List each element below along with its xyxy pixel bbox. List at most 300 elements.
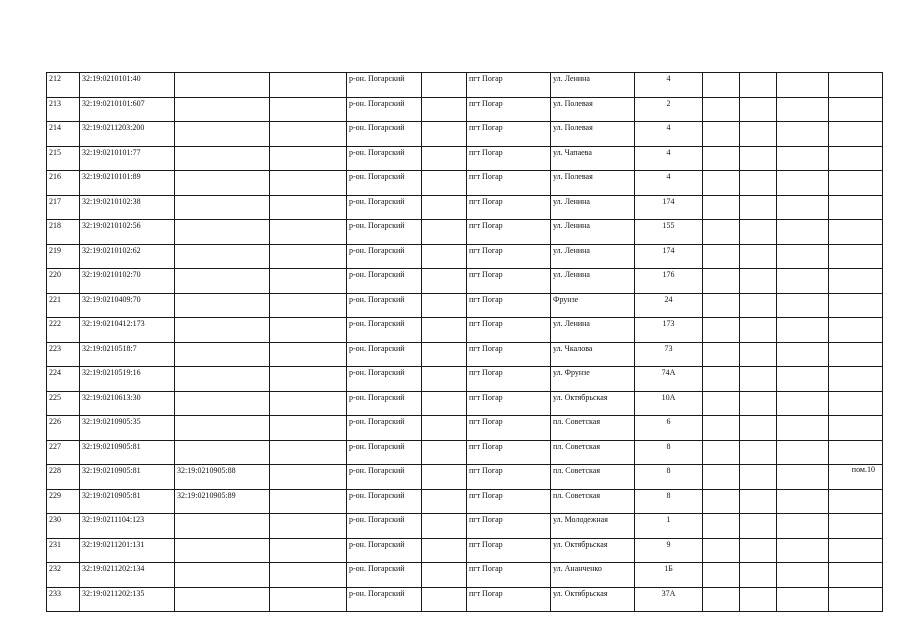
row-number-cell: 219 bbox=[47, 244, 80, 269]
street-cell: ул. Ленина bbox=[551, 73, 635, 98]
premises-note-cell bbox=[829, 367, 883, 392]
empty-cell bbox=[270, 146, 347, 171]
empty-cell bbox=[422, 97, 467, 122]
district-cell: р-он. Погарский bbox=[347, 171, 422, 196]
cadastral-number-cell: 32:19:0210102:62 bbox=[80, 244, 175, 269]
empty-cell bbox=[703, 220, 740, 245]
premises-note-cell bbox=[829, 514, 883, 539]
empty-cell bbox=[270, 538, 347, 563]
empty-cell bbox=[740, 146, 777, 171]
district-cell: р-он. Погарский bbox=[347, 122, 422, 147]
street-cell: ул. Ленина bbox=[551, 195, 635, 220]
house-number-cell: 73 bbox=[635, 342, 703, 367]
street-cell: пл. Советская bbox=[551, 465, 635, 490]
empty-cell bbox=[422, 416, 467, 441]
empty-cell bbox=[422, 342, 467, 367]
row-number-cell: 225 bbox=[47, 391, 80, 416]
row-number-cell: 222 bbox=[47, 318, 80, 343]
settlement-cell: пгт Погар bbox=[467, 269, 551, 294]
empty-cell bbox=[777, 514, 829, 539]
related-cadastral-number-cell bbox=[175, 367, 270, 392]
settlement-cell: пгт Погар bbox=[467, 489, 551, 514]
empty-cell bbox=[777, 97, 829, 122]
related-cadastral-number-cell bbox=[175, 538, 270, 563]
settlement-cell: пгт Погар bbox=[467, 391, 551, 416]
settlement-cell: пгт Погар bbox=[467, 97, 551, 122]
empty-cell bbox=[703, 244, 740, 269]
settlement-cell: пгт Погар bbox=[467, 73, 551, 98]
row-number-cell: 220 bbox=[47, 269, 80, 294]
house-number-cell: 1 bbox=[635, 514, 703, 539]
related-cadastral-number-cell bbox=[175, 563, 270, 588]
premises-note-cell bbox=[829, 73, 883, 98]
settlement-cell: пгт Погар bbox=[467, 220, 551, 245]
row-number-cell: 227 bbox=[47, 440, 80, 465]
empty-cell bbox=[422, 440, 467, 465]
district-cell: р-он. Погарский bbox=[347, 293, 422, 318]
district-cell: р-он. Погарский bbox=[347, 538, 422, 563]
cadastral-number-cell: 32:19:0210518:7 bbox=[80, 342, 175, 367]
empty-cell bbox=[740, 342, 777, 367]
premises-note-cell: пом.10 bbox=[829, 465, 883, 490]
empty-cell bbox=[422, 73, 467, 98]
house-number-cell: 2 bbox=[635, 97, 703, 122]
cadastral-number-cell: 32:19:0210412:173 bbox=[80, 318, 175, 343]
cadastral-number-cell: 32:19:0210905:81 bbox=[80, 465, 175, 490]
table-row bbox=[47, 73, 883, 98]
empty-cell bbox=[422, 489, 467, 514]
premises-note-cell bbox=[829, 489, 883, 514]
district-cell: р-он. Погарский bbox=[347, 440, 422, 465]
settlement-cell: пгт Погар bbox=[467, 367, 551, 392]
empty-cell bbox=[703, 342, 740, 367]
empty-cell bbox=[703, 440, 740, 465]
premises-note-cell bbox=[829, 220, 883, 245]
related-cadastral-number-cell bbox=[175, 342, 270, 367]
house-number-cell: 10А bbox=[635, 391, 703, 416]
cadastral-number-cell: 32:19:0210519:16 bbox=[80, 367, 175, 392]
house-number-cell: 6 bbox=[635, 416, 703, 441]
empty-cell bbox=[777, 391, 829, 416]
empty-cell bbox=[422, 244, 467, 269]
settlement-cell: пгт Погар bbox=[467, 342, 551, 367]
table-row bbox=[47, 538, 883, 563]
empty-cell bbox=[422, 538, 467, 563]
district-cell: р-он. Погарский bbox=[347, 244, 422, 269]
premises-note-cell bbox=[829, 416, 883, 441]
table-row bbox=[47, 440, 883, 465]
empty-cell bbox=[422, 293, 467, 318]
empty-cell bbox=[270, 244, 347, 269]
empty-cell bbox=[777, 146, 829, 171]
street-cell: ул. Ленина bbox=[551, 318, 635, 343]
empty-cell bbox=[777, 122, 829, 147]
house-number-cell: 173 bbox=[635, 318, 703, 343]
district-cell: р-он. Погарский bbox=[347, 391, 422, 416]
empty-cell bbox=[703, 489, 740, 514]
empty-cell bbox=[740, 293, 777, 318]
house-number-cell: 24 bbox=[635, 293, 703, 318]
premises-note-cell bbox=[829, 440, 883, 465]
empty-cell bbox=[422, 514, 467, 539]
table-row bbox=[47, 122, 883, 147]
street-cell: ул. Ленина bbox=[551, 269, 635, 294]
district-cell: р-он. Погарский bbox=[347, 342, 422, 367]
row-number-cell: 217 bbox=[47, 195, 80, 220]
row-number-cell: 212 bbox=[47, 73, 80, 98]
empty-cell bbox=[703, 318, 740, 343]
empty-cell bbox=[422, 146, 467, 171]
empty-cell bbox=[703, 269, 740, 294]
empty-cell bbox=[270, 220, 347, 245]
district-cell: р-он. Погарский bbox=[347, 489, 422, 514]
empty-cell bbox=[740, 440, 777, 465]
cadastral-number-cell: 32:19:0210905:81 bbox=[80, 489, 175, 514]
table-row bbox=[47, 416, 883, 441]
premises-note-cell bbox=[829, 122, 883, 147]
table-row bbox=[47, 269, 883, 294]
street-cell: Фрунзе bbox=[551, 293, 635, 318]
related-cadastral-number-cell bbox=[175, 220, 270, 245]
cadastral-number-cell: 32:19:0210905:81 bbox=[80, 440, 175, 465]
empty-cell bbox=[777, 342, 829, 367]
empty-cell bbox=[740, 97, 777, 122]
empty-cell bbox=[703, 465, 740, 490]
table-row bbox=[47, 195, 883, 220]
empty-cell bbox=[270, 73, 347, 98]
empty-cell bbox=[422, 122, 467, 147]
premises-note-cell bbox=[829, 563, 883, 588]
related-cadastral-number-cell bbox=[175, 293, 270, 318]
empty-cell bbox=[270, 391, 347, 416]
empty-cell bbox=[422, 367, 467, 392]
related-cadastral-number-cell bbox=[175, 391, 270, 416]
row-number-cell: 233 bbox=[47, 587, 80, 612]
related-cadastral-number-cell bbox=[175, 514, 270, 539]
district-cell: р-он. Погарский bbox=[347, 514, 422, 539]
row-number-cell: 214 bbox=[47, 122, 80, 147]
district-cell: р-он. Погарский bbox=[347, 416, 422, 441]
premises-note-cell bbox=[829, 97, 883, 122]
premises-note-cell bbox=[829, 244, 883, 269]
empty-cell bbox=[703, 293, 740, 318]
empty-cell bbox=[740, 465, 777, 490]
empty-cell bbox=[740, 367, 777, 392]
street-cell: пл. Советская bbox=[551, 416, 635, 441]
empty-cell bbox=[740, 269, 777, 294]
cadastral-number-cell: 32:19:0210613:30 bbox=[80, 391, 175, 416]
row-number-cell: 226 bbox=[47, 416, 80, 441]
related-cadastral-number-cell bbox=[175, 587, 270, 612]
empty-cell bbox=[703, 97, 740, 122]
empty-cell bbox=[422, 220, 467, 245]
table-row bbox=[47, 489, 883, 514]
cadastral-number-cell: 32:19:0210905:35 bbox=[80, 416, 175, 441]
street-cell: ул. Октябрьская bbox=[551, 538, 635, 563]
cadastral-number-cell: 32:19:0210102:56 bbox=[80, 220, 175, 245]
street-cell: ул. Октябрьская bbox=[551, 587, 635, 612]
cadastral-number-cell: 32:19:0211203:200 bbox=[80, 122, 175, 147]
empty-cell bbox=[777, 587, 829, 612]
premises-note-cell bbox=[829, 538, 883, 563]
settlement-cell: пгт Погар bbox=[467, 538, 551, 563]
table-row bbox=[47, 244, 883, 269]
cadastral-number-cell: 32:19:0210102:70 bbox=[80, 269, 175, 294]
row-number-cell: 228 bbox=[47, 465, 80, 490]
related-cadastral-number-cell bbox=[175, 122, 270, 147]
empty-cell bbox=[703, 146, 740, 171]
table-row bbox=[47, 318, 883, 343]
table-row bbox=[47, 514, 883, 539]
table-row bbox=[47, 367, 883, 392]
empty-cell bbox=[270, 416, 347, 441]
house-number-cell: 174 bbox=[635, 244, 703, 269]
related-cadastral-number-cell bbox=[175, 97, 270, 122]
empty-cell bbox=[740, 318, 777, 343]
empty-cell bbox=[703, 122, 740, 147]
street-cell: ул. Октябрьская bbox=[551, 391, 635, 416]
empty-cell bbox=[777, 563, 829, 588]
empty-cell bbox=[740, 171, 777, 196]
house-number-cell: 4 bbox=[635, 171, 703, 196]
table-row bbox=[47, 171, 883, 196]
related-cadastral-number-cell: 32:19:0210905:89 bbox=[175, 489, 270, 514]
empty-cell bbox=[270, 293, 347, 318]
house-number-cell: 4 bbox=[635, 122, 703, 147]
street-cell: ул. Чкалова bbox=[551, 342, 635, 367]
related-cadastral-number-cell bbox=[175, 146, 270, 171]
house-number-cell: 4 bbox=[635, 73, 703, 98]
empty-cell bbox=[777, 269, 829, 294]
district-cell: р-он. Погарский bbox=[347, 269, 422, 294]
related-cadastral-number-cell bbox=[175, 440, 270, 465]
street-cell: ул. Фрунзе bbox=[551, 367, 635, 392]
settlement-cell: пгт Погар bbox=[467, 416, 551, 441]
empty-cell bbox=[777, 538, 829, 563]
premises-note-cell bbox=[829, 342, 883, 367]
row-number-cell: 224 bbox=[47, 367, 80, 392]
empty-cell bbox=[740, 244, 777, 269]
district-cell: р-он. Погарский bbox=[347, 587, 422, 612]
street-cell: ул. Полевая bbox=[551, 97, 635, 122]
premises-note-cell bbox=[829, 293, 883, 318]
street-cell: ул. Полевая bbox=[551, 122, 635, 147]
table-row bbox=[47, 391, 883, 416]
table-row bbox=[47, 97, 883, 122]
empty-cell bbox=[703, 367, 740, 392]
related-cadastral-number-cell bbox=[175, 269, 270, 294]
related-cadastral-number-cell bbox=[175, 195, 270, 220]
table-row bbox=[47, 293, 883, 318]
empty-cell bbox=[422, 587, 467, 612]
empty-cell bbox=[777, 73, 829, 98]
empty-cell bbox=[422, 171, 467, 196]
house-number-cell: 174 bbox=[635, 195, 703, 220]
empty-cell bbox=[740, 195, 777, 220]
empty-cell bbox=[270, 367, 347, 392]
row-number-cell: 232 bbox=[47, 563, 80, 588]
row-number-cell: 230 bbox=[47, 514, 80, 539]
street-cell: ул. Ленина bbox=[551, 244, 635, 269]
street-cell: ул. Чапаева bbox=[551, 146, 635, 171]
district-cell: р-он. Погарский bbox=[347, 97, 422, 122]
row-number-cell: 213 bbox=[47, 97, 80, 122]
row-number-cell: 229 bbox=[47, 489, 80, 514]
district-cell: р-он. Погарский bbox=[347, 146, 422, 171]
table-row bbox=[47, 587, 883, 612]
empty-cell bbox=[270, 440, 347, 465]
empty-cell bbox=[740, 391, 777, 416]
house-number-cell: 176 bbox=[635, 269, 703, 294]
row-number-cell: 215 bbox=[47, 146, 80, 171]
premises-note-cell bbox=[829, 587, 883, 612]
premises-note-cell bbox=[829, 391, 883, 416]
empty-cell bbox=[740, 416, 777, 441]
empty-cell bbox=[703, 391, 740, 416]
district-cell: р-он. Погарский bbox=[347, 220, 422, 245]
row-number-cell: 231 bbox=[47, 538, 80, 563]
cadastral-number-cell: 32:19:0210101:89 bbox=[80, 171, 175, 196]
empty-cell bbox=[777, 220, 829, 245]
empty-cell bbox=[777, 171, 829, 196]
empty-cell bbox=[703, 563, 740, 588]
cadastral-number-cell: 32:19:0210101:607 bbox=[80, 97, 175, 122]
cadastral-number-cell: 32:19:0210101:40 bbox=[80, 73, 175, 98]
empty-cell bbox=[777, 367, 829, 392]
district-cell: р-он. Погарский bbox=[347, 318, 422, 343]
settlement-cell: пгт Погар bbox=[467, 146, 551, 171]
settlement-cell: пгт Погар bbox=[467, 195, 551, 220]
settlement-cell: пгт Погар bbox=[467, 440, 551, 465]
empty-cell bbox=[270, 122, 347, 147]
empty-cell bbox=[703, 587, 740, 612]
empty-cell bbox=[777, 416, 829, 441]
settlement-cell: пгт Погар bbox=[467, 587, 551, 612]
related-cadastral-number-cell bbox=[175, 318, 270, 343]
empty-cell bbox=[777, 465, 829, 490]
table-row bbox=[47, 146, 883, 171]
row-number-cell: 218 bbox=[47, 220, 80, 245]
cadastral-number-cell: 32:19:0211104:123 bbox=[80, 514, 175, 539]
table-row bbox=[47, 465, 883, 490]
cadastral-number-cell: 32:19:0211202:135 bbox=[80, 587, 175, 612]
district-cell: р-он. Погарский bbox=[347, 195, 422, 220]
cadastral-number-cell: 32:19:0211202:134 bbox=[80, 563, 175, 588]
row-number-cell: 221 bbox=[47, 293, 80, 318]
empty-cell bbox=[777, 318, 829, 343]
related-cadastral-number-cell bbox=[175, 244, 270, 269]
empty-cell bbox=[270, 514, 347, 539]
settlement-cell: пгт Погар bbox=[467, 171, 551, 196]
empty-cell bbox=[422, 195, 467, 220]
empty-cell bbox=[703, 538, 740, 563]
settlement-cell: пгт Погар bbox=[467, 465, 551, 490]
house-number-cell: 8 bbox=[635, 489, 703, 514]
table-row bbox=[47, 220, 883, 245]
table-row bbox=[47, 342, 883, 367]
street-cell: пл. Советская bbox=[551, 489, 635, 514]
empty-cell bbox=[270, 97, 347, 122]
empty-cell bbox=[740, 514, 777, 539]
empty-cell bbox=[270, 171, 347, 196]
related-cadastral-number-cell bbox=[175, 416, 270, 441]
house-number-cell: 8 bbox=[635, 465, 703, 490]
empty-cell bbox=[740, 220, 777, 245]
street-cell: ул. Молодежная bbox=[551, 514, 635, 539]
house-number-cell: 37А bbox=[635, 587, 703, 612]
street-cell: ул. Ленина bbox=[551, 220, 635, 245]
empty-cell bbox=[777, 293, 829, 318]
related-cadastral-number-cell bbox=[175, 171, 270, 196]
empty-cell bbox=[270, 318, 347, 343]
empty-cell bbox=[740, 73, 777, 98]
street-cell: пл. Советская bbox=[551, 440, 635, 465]
empty-cell bbox=[703, 514, 740, 539]
empty-cell bbox=[270, 342, 347, 367]
settlement-cell: пгт Погар bbox=[467, 122, 551, 147]
empty-cell bbox=[270, 465, 347, 490]
empty-cell bbox=[270, 489, 347, 514]
street-cell: ул. Ананченко bbox=[551, 563, 635, 588]
empty-cell bbox=[422, 269, 467, 294]
related-cadastral-number-cell: 32:19:0210905:88 bbox=[175, 465, 270, 490]
empty-cell bbox=[270, 195, 347, 220]
district-cell: р-он. Погарский bbox=[347, 465, 422, 490]
cadastral-number-cell: 32:19:0211201:131 bbox=[80, 538, 175, 563]
empty-cell bbox=[740, 538, 777, 563]
empty-cell bbox=[270, 563, 347, 588]
empty-cell bbox=[422, 563, 467, 588]
house-number-cell: 4 bbox=[635, 146, 703, 171]
empty-cell bbox=[270, 587, 347, 612]
house-number-cell: 74А bbox=[635, 367, 703, 392]
empty-cell bbox=[703, 73, 740, 98]
district-cell: р-он. Погарский bbox=[347, 73, 422, 98]
settlement-cell: пгт Погар bbox=[467, 318, 551, 343]
empty-cell bbox=[777, 440, 829, 465]
premises-note-cell bbox=[829, 146, 883, 171]
premises-note-cell bbox=[829, 195, 883, 220]
settlement-cell: пгт Погар bbox=[467, 563, 551, 588]
house-number-cell: 155 bbox=[635, 220, 703, 245]
premises-note-cell bbox=[829, 269, 883, 294]
settlement-cell: пгт Погар bbox=[467, 293, 551, 318]
row-number-cell: 223 bbox=[47, 342, 80, 367]
empty-cell bbox=[777, 489, 829, 514]
related-cadastral-number-cell bbox=[175, 73, 270, 98]
cadastral-number-cell: 32:19:0210409:70 bbox=[80, 293, 175, 318]
empty-cell bbox=[740, 122, 777, 147]
empty-cell bbox=[703, 416, 740, 441]
house-number-cell: 8 bbox=[635, 440, 703, 465]
house-number-cell: 1Б bbox=[635, 563, 703, 588]
premises-note-cell bbox=[829, 318, 883, 343]
empty-cell bbox=[422, 465, 467, 490]
row-number-cell: 216 bbox=[47, 171, 80, 196]
empty-cell bbox=[703, 195, 740, 220]
settlement-cell: пгт Погар bbox=[467, 514, 551, 539]
district-cell: р-он. Погарский bbox=[347, 367, 422, 392]
street-cell: ул. Полевая bbox=[551, 171, 635, 196]
empty-cell bbox=[740, 489, 777, 514]
district-cell: р-он. Погарский bbox=[347, 563, 422, 588]
empty-cell bbox=[740, 587, 777, 612]
cadastral-number-cell: 32:19:0210102:38 bbox=[80, 195, 175, 220]
empty-cell bbox=[422, 391, 467, 416]
empty-cell bbox=[777, 244, 829, 269]
empty-cell bbox=[740, 563, 777, 588]
table-row bbox=[47, 563, 883, 588]
